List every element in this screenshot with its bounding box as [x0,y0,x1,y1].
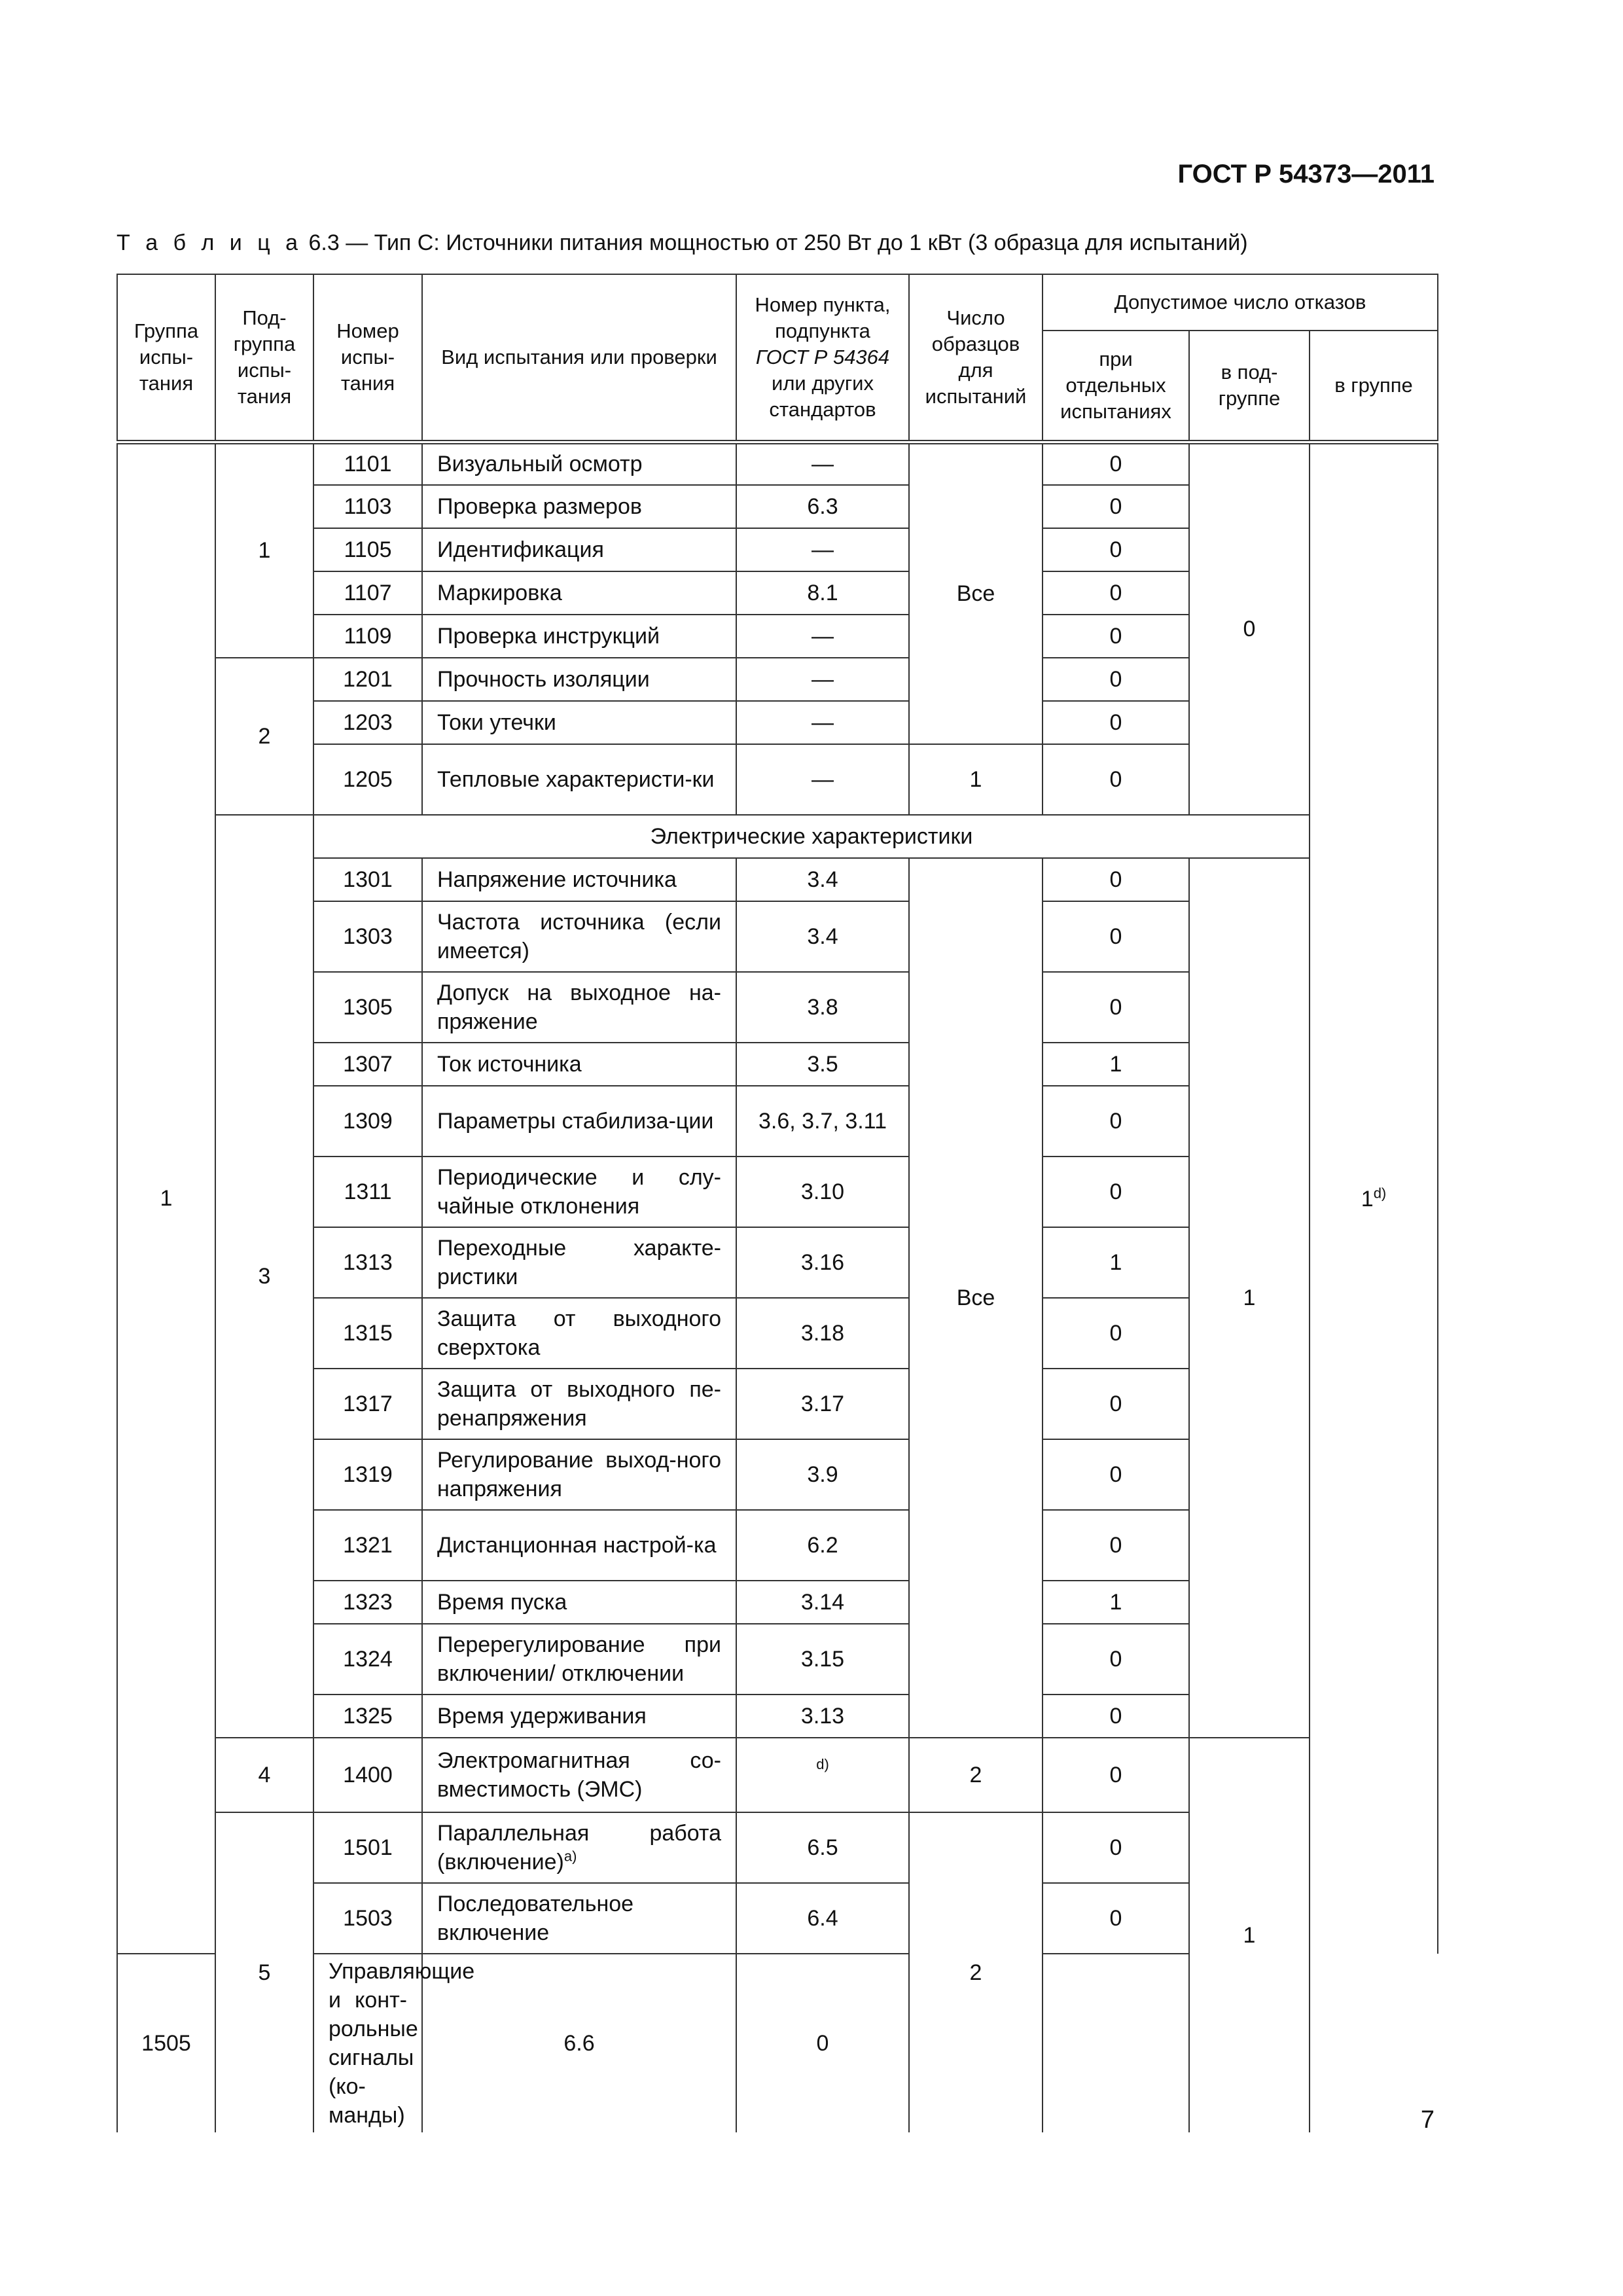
test-name: Проверка размеров [422,485,736,528]
test-failures: 0 [1043,1086,1189,1157]
test-failures: 0 [1043,658,1189,701]
test-name: Время удерживания [422,1695,736,1738]
subgroup-cell: 1 [215,442,313,658]
test-failures: 0 [1043,1695,1189,1738]
test-number: 1311 [313,1157,422,1227]
test-clause: 3.4 [736,901,909,972]
test-name: Управляющие и конт-рольные сигналы (ко-манды) [313,1954,422,2132]
test-number: 1107 [313,571,422,615]
test-clause: 3.9 [736,1439,909,1510]
header-allowed-failures: Допустимое число отказов [1043,274,1438,331]
test-name: Визуальный осмотр [422,442,736,485]
test-number: 1303 [313,901,422,972]
test-clause: 3.18 [736,1298,909,1369]
test-name: Регулирование выход-ного напряжения [422,1439,736,1510]
test-number: 1205 [313,744,422,815]
header-clause [736,274,909,442]
test-name [422,1812,736,1883]
test-clause: 3.5 [736,1043,909,1086]
test-name: Частота источника (если имеется) [422,901,736,972]
test-number: 1101 [313,442,422,485]
caption-text: — Тип С: Источники питания мощностью от 250 Вт до 1 кВт (3 образца для испытаний) [346,230,1248,255]
test-name: Электромагнитная со-вместимость (ЭМС) [422,1738,736,1812]
table-row [117,858,1438,901]
test-failures: 0 [1043,701,1189,744]
group-failures-cell [1310,442,1438,1954]
samples-cell: 2 [909,1812,1043,2132]
test-number: 1400 [313,1738,422,1812]
test-clause: 6.3 [736,485,909,528]
test-name: Переходные характе-ристики [422,1227,736,1298]
test-failures: 0 [1043,442,1189,485]
header-subgroup: Под-группа испы-тания [215,274,313,442]
test-failures: 0 [1043,1439,1189,1510]
test-failures: 0 [1043,1510,1189,1581]
test-failures: 0 [736,1954,909,2132]
test-clause-note: d) [816,1756,829,1772]
table-row [117,442,1438,485]
test-name: Допуск на выходное на-пряжение [422,972,736,1043]
test-samples: 1 [909,744,1043,815]
test-clause: 6.5 [736,1812,909,1883]
test-name: Ток источника [422,1043,736,1086]
test-number: 1305 [313,972,422,1043]
test-failures: 0 [1043,1624,1189,1695]
test-clause: 6.4 [736,1883,909,1954]
test-name: Параметры стабилиза-ции [422,1086,736,1157]
test-number: 1501 [313,1812,422,1883]
header-clause-line1: Номер пункта, подпункта [755,293,891,342]
test-clause: 3.6, 3.7, 3.11 [736,1086,909,1157]
table-row [117,1738,1438,1812]
table-row [117,815,1438,858]
test-number: 1201 [313,658,422,701]
test-failures: 1 [1043,1227,1189,1298]
test-number: 1313 [313,1227,422,1298]
test-failures: 0 [1043,858,1189,901]
test-clause: — [736,658,909,701]
test-name-note: a) [563,1848,577,1865]
test-name: Дистанционная настрой-ка [422,1510,736,1581]
test-number: 1319 [313,1439,422,1510]
subgroup-failures-cell: 0 [1189,442,1310,815]
header-clause-line2: или других стандартов [769,371,876,421]
test-failures: 0 [1043,571,1189,615]
test-clause: 3.16 [736,1227,909,1298]
test-failures: 1 [1043,1043,1189,1086]
test-number: 1301 [313,858,422,901]
test-clause: 3.4 [736,858,909,901]
caption-label: Т а б л и ц а [116,230,303,255]
test-number: 1325 [313,1695,422,1738]
test-number: 1317 [313,1369,422,1439]
test-number: 1103 [313,485,422,528]
test-samples: 2 [909,1738,1043,1812]
test-name: Защита от выходного сверхтока [422,1298,736,1369]
samples-cell: Все [909,858,1043,1738]
test-failures: 0 [1043,1157,1189,1227]
test-number: 1503 [313,1883,422,1954]
test-clause: 6.6 [422,1954,736,2132]
group-cell: 1 [117,442,215,1954]
test-clause: 3.14 [736,1581,909,1624]
test-table [116,274,1437,2132]
samples-cell: Все [909,442,1043,744]
test-clause: 8.1 [736,571,909,615]
test-number: 1315 [313,1298,422,1369]
test-name: Последовательное включение [422,1883,736,1954]
group-failures-value: 1 [1361,1186,1374,1211]
test-failures: 0 [1043,528,1189,571]
table-caption [116,230,1248,256]
test-number: 1307 [313,1043,422,1086]
standard-number: ГОСТ Р 54373—2011 [1177,160,1435,188]
test-clause: 3.15 [736,1624,909,1695]
test-failures: 0 [1043,1738,1189,1812]
section-heading: Электрические характеристики [313,815,1310,858]
test-failures: 0 [1043,1298,1189,1369]
subgroup-failures-cell: 1 [1189,1738,1310,2132]
test-clause: — [736,744,909,815]
test-clause: 6.2 [736,1510,909,1581]
test-failures: 0 [1043,744,1189,815]
header-group: Группа испы-тания [117,274,215,442]
test-failures: 1 [1043,1581,1189,1624]
test-name: Тепловые характеристи-ки [422,744,736,815]
test-number: 1105 [313,528,422,571]
test-clause: 3.17 [736,1369,909,1439]
test-name: Идентификация [422,528,736,571]
header-per-test: при отдельных испытаниях [1043,331,1189,442]
test-name: Маркировка [422,571,736,615]
test-failures: 0 [1043,972,1189,1043]
test-number: 1321 [313,1510,422,1581]
header-per-group: в группе [1310,331,1438,442]
test-name: Время пуска [422,1581,736,1624]
header-name: Вид испытания или проверки [422,274,736,442]
test-clause: — [736,615,909,658]
test-name: Периодические и слу-чайные отклонения [422,1157,736,1227]
subgroup-cell: 4 [215,1738,313,1812]
test-name-text: Параллельная работа (включение) [437,1821,721,1874]
header-per-subgroup: в под-группе [1189,331,1310,442]
test-number: 1203 [313,701,422,744]
test-clause: 3.8 [736,972,909,1043]
header-clause-standard: ГОСТ Р 54364 [755,345,890,368]
header-number: Номер испы-тания [313,274,422,442]
subgroup-cell: 2 [215,658,313,815]
test-clause: 3.13 [736,1695,909,1738]
test-name: Перерегулирование при включении/ отключении [422,1624,736,1695]
test-failures: 0 [1043,1812,1189,1883]
test-failures: 0 [1043,901,1189,972]
header-samples: Число образцов для испытаний [909,274,1043,442]
group-failures-note: d) [1373,1185,1387,1202]
subgroup-failures-cell: 1 [1189,858,1310,1738]
test-failures: 0 [1043,1883,1189,1954]
subgroup-cell: 5 [215,1812,313,2132]
test-number: 1324 [313,1624,422,1695]
test-number: 1505 [117,1954,215,2132]
subgroup-cell: 3 [215,815,313,1738]
test-number: 1309 [313,1086,422,1157]
test-number: 1323 [313,1581,422,1624]
test-failures: 0 [1043,615,1189,658]
page-number: 7 [1420,2106,1435,2134]
caption-number: 6.3 [308,230,340,255]
test-clause: — [736,528,909,571]
test-clause: 3.10 [736,1157,909,1227]
test-failures: 0 [1043,1369,1189,1439]
test-name: Напряжение источника [422,858,736,901]
test-name: Проверка инструкций [422,615,736,658]
test-clause [736,1738,909,1812]
test-clause: — [736,442,909,485]
test-name: Защита от выходного пе-ренапряжения [422,1369,736,1439]
test-clause: — [736,701,909,744]
test-name: Токи утечки [422,701,736,744]
test-name: Прочность изоляции [422,658,736,701]
test-failures: 0 [1043,485,1189,528]
test-number: 1109 [313,615,422,658]
